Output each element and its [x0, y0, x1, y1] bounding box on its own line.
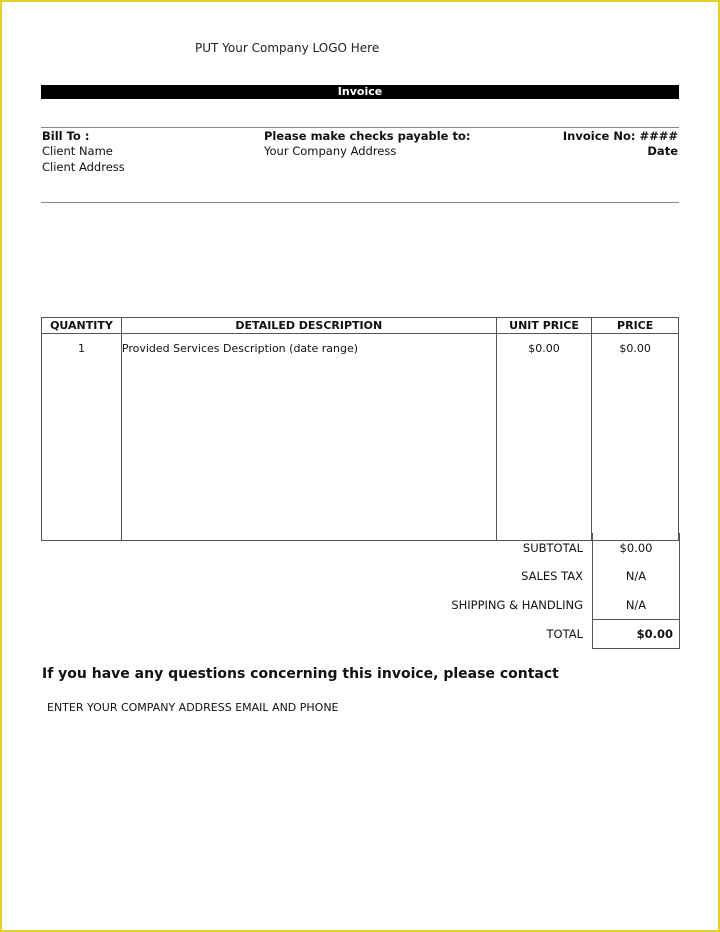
row-description: Provided Services Description (date range): [121, 334, 496, 541]
table-row: [42, 334, 679, 541]
client-name: Client Name: [42, 144, 113, 158]
invoice-number: Invoice No: ####: [562, 129, 678, 143]
subtotal-value: $0.00: [619, 541, 653, 555]
subtotal-label: SUBTOTAL: [522, 541, 583, 555]
company-address: Your Company Address: [264, 144, 397, 158]
total-divider: [592, 619, 679, 620]
table-header-row: [42, 318, 679, 334]
contact-info: ENTER YOUR COMPANY ADDRESS EMAIL AND PHONE: [47, 701, 339, 714]
row-quantity: 1: [42, 334, 122, 541]
header-description: DETAILED DESCRIPTION: [121, 318, 496, 334]
header-unit-price: UNIT PRICE: [496, 318, 592, 334]
payable-label: Please make checks payable to:: [264, 129, 471, 143]
questions-text: If you have any questions concerning this invoice, please contact: [42, 666, 559, 682]
date-label: Date: [647, 144, 678, 158]
sales-tax-label: SALES TAX: [521, 569, 583, 583]
invoice-title: Invoice: [41, 85, 679, 99]
header-price: PRICE: [592, 318, 679, 334]
line-items-table: [41, 317, 679, 541]
bill-section-divider: [41, 202, 679, 203]
bill-to-label: Bill To :: [42, 129, 90, 143]
shipping-label: SHIPPING & HANDLING: [451, 598, 583, 612]
header-divider: [41, 127, 679, 128]
header-quantity: QUANTITY: [42, 318, 122, 334]
row-unit-price: $0.00: [496, 334, 592, 541]
sales-tax-value: N/A: [625, 569, 647, 583]
row-price: $0.00: [592, 334, 679, 541]
total-label: TOTAL: [546, 627, 583, 641]
shipping-value: N/A: [625, 598, 647, 612]
logo-placeholder: PUT Your Company LOGO Here: [195, 41, 380, 55]
client-address: Client Address: [42, 160, 125, 174]
total-value: $0.00: [636, 627, 673, 641]
